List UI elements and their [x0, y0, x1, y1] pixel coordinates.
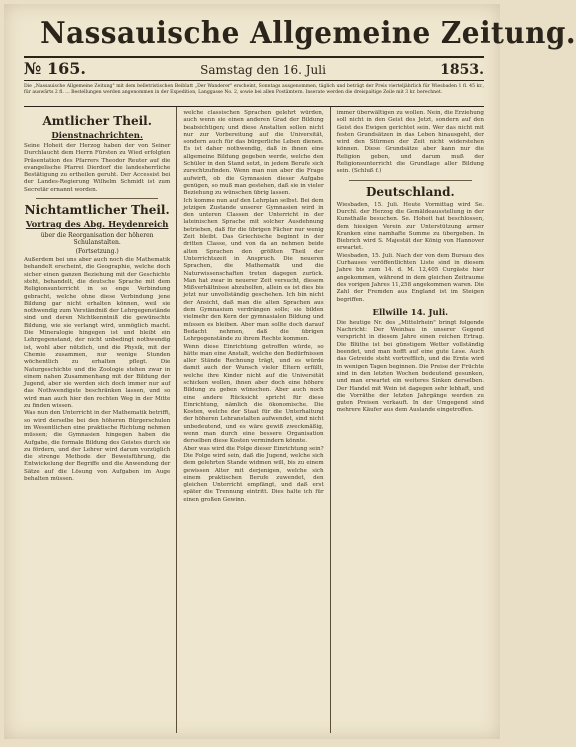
newspaper-page	[4, 4, 576, 739]
divider	[36, 198, 158, 199]
section-heading-unofficial: Nichtamtlicher Theil.	[24, 203, 170, 218]
article-body: Was nun den Unterricht in der Mathematik betrifft, so wird derselbe bei den höheren Bürgerschulen im Wesentlichen eine praktische Richtung nehmen müssen; die Gymnasien hingegen haben die Aufgabe, die formale Bildung des Geistes durch sie zu fördern, und der Lehrer wird darum vorzüglich die strenge Methode der Beweisführung, die Entwickelung der Begriffe und die Anwendung der Sätze auf die Lösung von Aufgaben im Auge behalten müssen.	[24, 410, 171, 482]
issue-year: 1853.	[440, 62, 484, 78]
subheading-service-news: Dienstnachrichten.	[51, 131, 143, 141]
column-left	[24, 107, 177, 733]
news-item: Wiesbaden, 15. Juli. Heute Vormittag wird Se. Durchl. der Herzog die Gemäldeausstellung in der Kunsthalle besuchen. Se. Hoheit hat beschlossen, dem hiesigen Verein zur Unterstützung armer Kranken eine namhafte Summe zu übergeben. In Biebrich wird S. Majestät der König von Hannover erwartet.	[336, 201, 484, 252]
dateline: Ellwille 14. Juli.	[372, 307, 449, 318]
issue-date: Samstag den 16. Juli	[200, 63, 326, 77]
news-item: Wiesbaden, 15. Juli. Nach der von dem Bureau des Curhauses veröffentlichten Liste sind in diesem Jahre bis zum 14. d. M. 12,405 Curgäste hier angekommen, während in dem gleichen Zeitraume des vorigen Jahres 11,258 angekommen waren. Die Zahl der Fremden aus England ist im Steigen begriffen.	[336, 252, 484, 303]
divider	[349, 180, 472, 181]
article-body: Außerdem bei uns aber auch noch die Mathematik behandelt erscheint, die Geographie, welche doch sicher einen ganzen Beziehung mit der Geschichte steht, behandelt, die deutsche Sprache mit dem Religionsunterricht in so enge Verbindung gebracht, welche ohne diese Verbindung jene Bildung gar nicht erhalten können, weil sie nothwendig zum Verständniß der Lehrgegenstände sind und deren Nichtkenntniß die gewünschte Bildung, wie sie verlangt wird, unmöglich macht. Die Mineralogie hingegen ist und bleibt ein Lehrgegenstand, der nicht unbedingt nothwendig ist, wohl aber nützlich, und die Physik, mit der Chemie zusammen, nur wenige Stunden wöchentlich zu erhalten pflegt. Die Naturgeschichte und die Zoologie stehen zwar in einem nahen Zusammenhang mit der Bildung der Jugend, aber sie werden sich doch immer nur auf das Nothwendigste beschränken lassen, und so wird man auch hier den rechten Weg in der Mitte zu finden wissen.	[24, 257, 171, 410]
issue-line	[24, 56, 484, 81]
issue-number: № 165.	[24, 59, 86, 78]
article-body: welche classischen Sprachen gelehrt würden, auch wenn sie einen anderen Grad der Bildung beabsichtigen; und diese Anstalten sollen nicht nur zur Vorbereitung auf die Universität, sondern auch für das bürgerliche Leben dienen. Es ist daher nothwendig, daß in ihnen eine allgemeine Bildung gegeben werde, welche den Schüler in den Stand setzt, in jedem Berufe sich zurechtzufinden. Wenn man nun aber die Frage aufwirft, ob die Gymnasien dieser Aufgabe genügen, so muß man gestehen, daß sie in vieler Beziehung zu wünschen übrig lassen.	[183, 110, 324, 197]
news-item: Die heutige Nr. des „Mittelrhein" bringt folgende Nachricht: Der Weinbau in unserer Gegend verspricht in diesem Jahre einen reichen Ertrag. Die Blüthe ist bei günstigem Wetter vollständig beendet, und man hofft auf eine gute Lese. Auch das Getreide steht vortrefflich, und die Ernte wird in wenigen Tagen beginnen. Die Preise der Früchte sind in den letzten Wochen bedeutend gesunken, und man erwartet ein weiteres Sinken derselben. Der Handel mit Wein ist dagegen sehr lebhaft, und die Vorräthe der letzten Jahrgänge werden zu guten Preisen verkauft. In der Umgegend sind mehrere Käufer aus dem Auslande eingetroffen.	[336, 319, 484, 414]
section-heading-germany: Deutschland.	[365, 184, 455, 199]
article-body: immer überwältigen zu wollen. Nein, die Erziehung soll nicht in den Geist des Jetzt, sondern auf den Geist des Ewigen gerichtet sein. Wer das nicht mit festen Grundsätzen in das Leben hinausgeht, der wird den Stürmen der Zeit nicht widerstehen können. Diese Grundsätze aber kann nur die Religion geben, und darum muß der Religionsunterricht die Grundlage aller Bildung sein. (Schluß f.)	[336, 110, 484, 175]
article-body: Aber was wird die Folge dieser Einrichtung sein? Die Folge wird sein, daß die Jugend, welche sich dem gelehrten Stande widmen will, bis zu einem gewissen Alter mit derjenigen, welche sich einem praktischen Berufe zuwendet, den gleichen Unterricht empfängt, und daß erst später die Trennung eintritt. Dies halte ich für einen großen Gewinn.	[183, 445, 324, 503]
continuation-note: (Fortsetzung.)	[75, 248, 119, 256]
column-middle	[177, 107, 330, 733]
article-body: Seine Hoheit der Herzog haben der von Seiner Durchlaucht dem Herrn Fürsten zu Wied erfolgten Präsentation des Pfarrers Theodor Reuter auf die evangelische Pfarrei Dierdorf die landesherrliche Bestätigung zu ertheilen geruht. Der Accessist bei der Landes-Regierung Wilhelm Schmidt ist zum Secretär ernannt worden.	[24, 143, 171, 193]
article-title: Vortrag des Abg. Heydenreich	[25, 220, 169, 231]
article-body: Wenn diese Einrichtung getroffen würde, so hätte man eine Anstalt, welche den Bedürfnissen aller Stände Rechnung trägt, und es würde damit auch der Wunsch vieler Eltern erfüllt, welche ihre Kinder nicht auf die Universität schicken wollen, ihnen aber doch eine höhere Bildung zu geben wünschen. Aber auch noch eine andere Rücksicht spricht für diese Einrichtung, nämlich die ökonomische. Die Kosten, welche der Staat für die Unterhaltung der höheren Lehranstalten aufwendet, sind nicht unbedeutend, und es wäre gewiß zweckmäßig, wenn man durch eine bessere Organisation derselben diese Kosten vermindern könnte.	[183, 343, 324, 445]
subscription-notice: Die „Nassauische Allgemeine Zeitung" mit dem belletristischen Beiblatt „Der Wanderer" erscheint, Sonntags ausgenommen, täglich und beträgt der Preis vierteljährlich für Wiesbaden 1 fl. 45 kr., für auswärts 2 fl. ... Bestellungen werden angenommen in der Expedition, Langgasse No. 2, sowie bei allen Postämtern. Inserate werden die dreispaltige Zeile mit 3 kr. berechnet.	[24, 81, 484, 107]
column-right	[331, 107, 484, 733]
article-body: Ich komme nun auf den Lehrplan selbst. Bei dem jetzigen Zustande unserer Gymnasien wird in den unteren Classen der Unterricht in der lateinischen Sprache mit solcher Ausdehnung betrieben, daß für die übrigen Fächer nur wenig Zeit bleibt. Das Griechische beginnt in der dritten Classe, und von da an nehmen beide alten Sprachen den größten Theil der Unterrichtszeit in Anspruch. Die neueren Sprachen, die Mathematik und die Naturwissenschaften treten dagegen zurück. Man hat zwar in neuerer Zeit versucht, diesem Mißverhältnisse abzuhelfen, allein es ist dies bis jetzt nur unvollständig geschehen. Ich bin nicht der Ansicht, daß man die alten Sprachen aus dem Gymnasium verdrängen solle; sie bilden vielmehr den Kern der gymnasialen Bildung und müssen es bleiben. Aber man sollte doch darauf Bedacht nehmen, daß die übrigen Lehrgegenstände zu ihrem Rechte kommen.	[183, 197, 324, 343]
article-subtitle: über die Reorganisation der höheren Schulanstalten.	[40, 232, 154, 247]
section-heading-official: Amtlicher Theil.	[42, 114, 152, 128]
masthead-title: Nassauische Allgemeine Zeitung.	[40, 16, 576, 51]
article-columns	[24, 107, 484, 733]
